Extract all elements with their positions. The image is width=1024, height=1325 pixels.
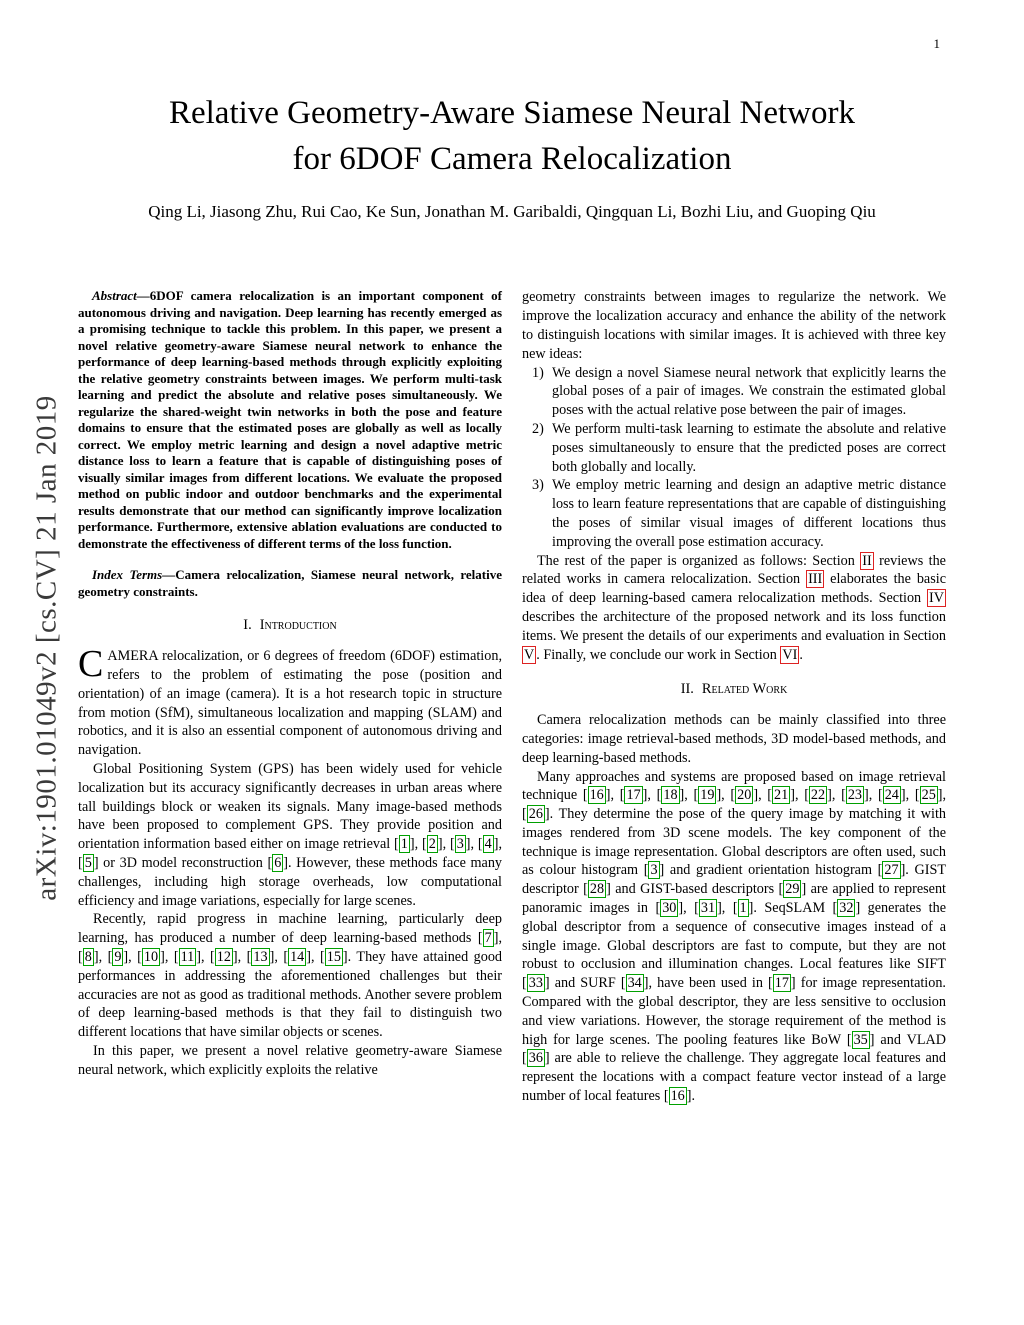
citation-link[interactable]: 21 <box>774 787 789 804</box>
page-number: 1 <box>933 36 940 51</box>
citation-link[interactable]: 30 <box>662 900 677 917</box>
citation-link[interactable]: 16 <box>589 787 604 804</box>
citation-link[interactable]: 36 <box>528 1050 543 1067</box>
section-ref-link[interactable]: V <box>524 646 535 663</box>
right-column <box>522 288 946 1105</box>
citation-link[interactable]: 17 <box>626 787 641 804</box>
citation-link[interactable]: 7 <box>484 930 492 947</box>
list-item <box>522 420 946 476</box>
citation-link[interactable]: 14 <box>290 948 305 965</box>
citation-link[interactable]: 4 <box>484 836 492 853</box>
list-item-text: We design a novel Siamese neural network that explicitly learns the global poses of a pair of images. We constrain the estimated global poses with the actual relative pose between the pair of images. <box>552 364 946 419</box>
citation-link[interactable]: 6 <box>274 854 282 871</box>
citation-link[interactable]: 13 <box>253 948 268 965</box>
citation-link[interactable]: 2 <box>428 836 436 853</box>
citation-link[interactable]: 32 <box>839 900 854 917</box>
list-item-text: We perform multi-task learning to estimate the absolute and relative poses simultaneously to ensure that the predicted poses are correct both globally and locally. <box>552 420 946 475</box>
abstract: Abstract—6DOF camera relocalization is an important component of autonomous driving and navigation. Deep learning has recently emerged as a promising technique to tackle this problem. In this paper, we present a novel relative geometry-aware Siamese neural network to enhance the performance of deep learning-based methods through explicitly exploiting the relative geometry constraints between images. We perform multi-task learning and predict the absolute and relative poses simultaneously. We regularize the shared-weight twin networks in both the pose and feature domains to ensure that the estimated poses are globally as well as locally correct. We employ metric learning and design a novel adaptive metric distance loss to learn a feature that is capable of distinguishing poses of visually similar images from different locations. We evaluate the proposed method on public indoor and outdoor benchmarks and the experimental results demonstrate that our method can significantly improve localization performance. Furthermore, extensive ablation evaluations are conducted to demonstrate the effectiveness of different terms of the loss function. <box>78 288 502 551</box>
list-item-text: We employ metric learning and design an adaptive metric distance loss to learn feature representations that are capable of distinguishing the poses of similar visual images of different locations thus improving the overall pose estimation accuracy. <box>552 477 946 550</box>
citation-link[interactable]: 15 <box>326 948 341 965</box>
citation-link[interactable]: 31 <box>700 900 716 917</box>
list-item <box>522 476 946 551</box>
paragraph: The rest of the paper is organized as follows: Section II reviews the related works in camera relocalization. Section III elaborates the basic idea of deep learning-based camera relocalization methods. Section IV describes the architecture of the proposed network and its loss function items. We present the details of our experiments and evaluation in Section V . Finally, we conclude our work in Section VI . <box>522 552 946 663</box>
citation-link[interactable]: 22 <box>810 787 826 804</box>
list-item <box>522 364 946 420</box>
citation-link[interactable]: 10 <box>143 948 159 965</box>
citation-link[interactable]: 1 <box>739 900 747 917</box>
left-column <box>78 288 502 1105</box>
list-item-number: 3) <box>532 477 544 494</box>
paragraph: geometry constraints between images to regularize the network. We improve the localization accuracy and enhance the ability of the network to distinguish locations with similar images. It is achieved with three key new ideas: <box>522 289 946 362</box>
citation-link[interactable]: 11 <box>180 948 195 965</box>
section-ref-link[interactable]: II <box>862 552 872 569</box>
arxiv-watermark: arXiv:1901.01049v2 [cs.CV] 21 Jan 2019 <box>30 395 63 901</box>
citation-link[interactable]: 20 <box>737 787 752 804</box>
section-ref-link[interactable]: IV <box>929 590 944 607</box>
paper-title-line2: for 6DOF Camera Relocalization <box>292 141 732 178</box>
paragraph: Global Positioning System (GPS) has been widely used for vehicle localization but its accuracy significantly decreases in urban areas where tall buildings block or weaken its signals. Many image-based methods have been proposed to complement GPS. They provide position and orientation information based either on image retrieval [ 1 ], [ 2 ], [ 3 ], [ 4 ], [ 5 ] or 3D model reconstruction [ 6 ]. However, these methods face many challenges, including high storage overheads, low computational efficiency and image variations, especially for large scenes. <box>78 760 503 909</box>
list-item-number: 1) <box>532 364 544 381</box>
citation-link[interactable]: 9 <box>114 948 122 965</box>
index-terms-label: Index Terms— <box>92 567 176 583</box>
citation-link[interactable]: 16 <box>670 1088 685 1105</box>
authors: Qing Li, Jiasong Zhu, Rui Cao, Ke Sun, Jonathan M. Garibaldi, Qingquan Li, Bozhi Liu, and Guoping Qiu <box>148 202 876 222</box>
title-block <box>0 0 1024 222</box>
citation-link[interactable]: 29 <box>785 881 800 898</box>
citation-link[interactable]: 17 <box>774 975 789 992</box>
section-heading: II. Related Work <box>680 681 788 698</box>
citation-link[interactable]: 34 <box>627 975 642 992</box>
citation-link[interactable]: 28 <box>589 881 605 898</box>
section-ref-link[interactable]: III <box>808 571 823 588</box>
section-ref-link[interactable]: VI <box>782 646 798 663</box>
citation-link[interactable]: 33 <box>528 975 543 992</box>
list-item-number: 2) <box>532 420 544 437</box>
paragraph: Recently, rapid progress in machine learning, particularly deep learning, has produced a number of deep learning-based methods [ 7 ], [ 8 ], [ 9 ], [ 10 ], [ 11 ], [ 12 ], [ 13 ], [ 14 ], [ 15 ]. They have attained good performances in addressing the aforementioned challenges but their accuracies are not as good as traditional methods. Another severe problem of deep learning-based methods is that they fail to distinguish two different locations that have similar objects or scenes. <box>78 911 503 1041</box>
citation-link[interactable]: 27 <box>884 862 899 879</box>
citation-link[interactable]: 24 <box>884 787 899 804</box>
citation-link[interactable]: 19 <box>700 787 715 804</box>
citation-link[interactable]: 35 <box>853 1031 868 1048</box>
index-terms: Index Terms—Camera relocalization, Siamese neural network, relative geometry constraints. <box>78 567 502 599</box>
citation-link[interactable]: 3 <box>456 836 464 853</box>
citation-link[interactable]: 23 <box>847 787 862 804</box>
paper-title <box>0 90 1024 182</box>
citation-link[interactable]: 5 <box>84 854 92 871</box>
citation-link[interactable]: 12 <box>216 948 231 965</box>
numbered-list <box>522 364 946 552</box>
citation-link[interactable]: 18 <box>663 787 678 804</box>
two-column-body <box>0 288 1024 1105</box>
paragraph: In this paper, we present a novel relative geometry-aware Siamese neural network, which explicitly exploits the relative <box>78 1042 502 1078</box>
citation-link[interactable]: 26 <box>528 806 543 823</box>
paper-title-line1: Relative Geometry-Aware Siamese Neural Network <box>168 95 856 131</box>
paragraph: Camera relocalization methods can be mainly classified into three categories: image retrieval-based methods, 3D model-based methods, and deep learning-based methods. <box>522 712 946 766</box>
paragraph: Many approaches and systems are proposed based on image retrieval technique [ 16 ], [ 17 ], [ 18 ], [ 19 ], [ 20 ], [ 21 ], [ 22 ], [ 23 ], [ 24 ], [ 25 ], [ 26 ]. They determine the pose of the query image by matching it with images rendered from 3D scene models. The key component of the technique is image representation. Global descriptors are often used, such as colour histogram [ 3 ] and gradient orientation histogram [ 27 ]. GIST descriptor [ 28 ] and GIST-based descriptors [ 29 ] are applied to represent panoramic images in [ 30 ], [ 31 ], [ 1 ]. SeqSLAM [ 32 ] generates the global descriptor from a sequence of consecutive images instead of a single image. Global descriptors are fast to compute, but they are not robust to occlusion and illumination changes. Local features like SIFT [ 33 ] and SURF [ 34 ], have been used in [ 17 ] for image representation. Compared with the global descriptor, they are less sensitive to occlusion and view variations. However, the storage requirement of the method is high for large scenes. The pooling features like BoW [ 35 ] and VLAD [ 36 ] are able to relieve the challenge. They aggregate local features and represent the locations with a compact feature vector instead of a large number of local features [ 16 ]. <box>522 768 947 1105</box>
citation-link[interactable]: 1 <box>400 836 408 853</box>
citation-link[interactable]: 8 <box>84 948 92 965</box>
citation-link[interactable]: 3 <box>650 862 658 879</box>
abstract-label: Abstract— <box>92 288 150 304</box>
dropcap: C <box>78 643 104 686</box>
paragraph: CAMERA relocalization, or 6 degrees of freedom (6DOF) estimation, refers to the problem of estimating the pose (position and orientation) of an image (camera). It is a hot research topic in structure from motion (SfM), simultaneous localization and mapping (SLAM) and robotics, and it is also an essential component of autonomous driving and navigation. <box>78 643 502 759</box>
section-heading: I. Introduction <box>243 617 337 634</box>
citation-link[interactable]: 25 <box>921 787 936 804</box>
